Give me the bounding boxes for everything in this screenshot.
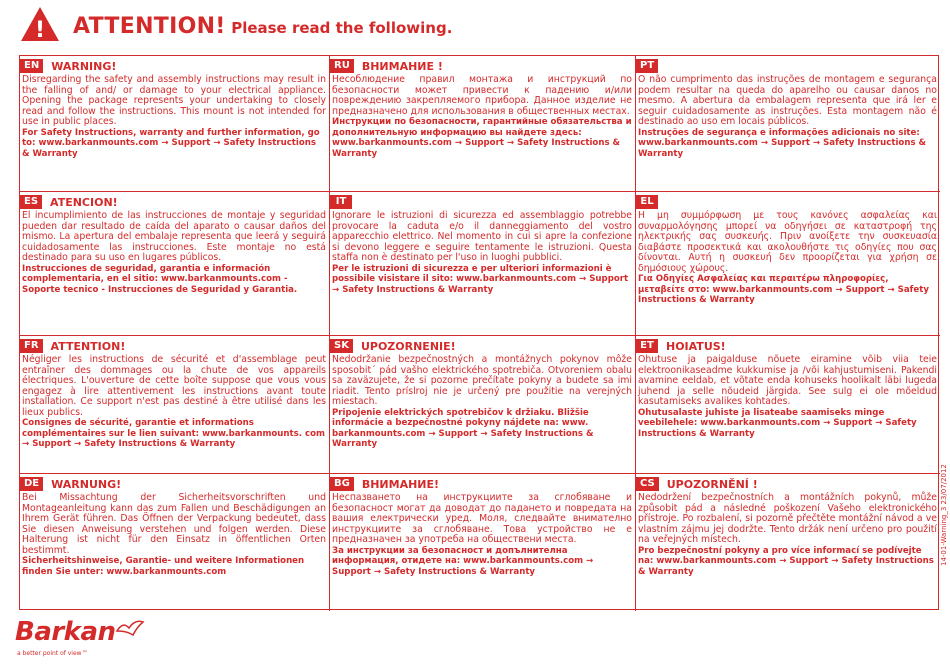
section-header	[20, 338, 329, 354]
warning-section-en	[20, 56, 330, 192]
section-info: Per le istruzioni di sicurezza e per ulteriori informazioni è possibile visistare il sito: www.barkanmounts.com → Support → Safety Instructions & Warranty	[332, 263, 629, 295]
section-header	[20, 194, 329, 210]
section-body: Ignorare le istruzioni di sicurezza ed assemblaggio potrebbe provocare la caduta e/o il danneggiamento del vostro apparecchio elettrico. Nel momento in cui si apre la confezione si devono leggere e seguire tentamente le istruzioni. Questa staffa non è destinato per l'uso in luoghi pubblici.	[332, 210, 632, 263]
section-header	[20, 58, 329, 74]
warning-section-el	[636, 192, 940, 336]
section-header	[330, 194, 635, 210]
language-badge: EN	[20, 59, 43, 73]
section-title: HOIATUS!	[666, 339, 726, 353]
warning-section-es	[20, 192, 330, 336]
section-title: ВНИМАНИЕ!	[361, 477, 440, 491]
section-title: ВНИМАНИЕ !	[361, 59, 443, 73]
language-badge: PT	[636, 59, 658, 73]
section-body: El incumplimiento de las instrucciones de montaje y seguridad pueden dar resultado de caída del aparato o causar daños del mismo. La apertura del embalaje representa que leerá y seguirá cuidadosamente las instrucciones. Este montaje no está destinado para su uso en lugares públicos.	[22, 210, 326, 263]
section-body: Disregarding the safety and assembly instructions may result in the falling of and/ or damage to your electrical appliance. Opening the package represents your undertaking to closely read and follow the instructions. This mount is not intended for use in public places.	[22, 74, 326, 127]
warning-section-de	[20, 474, 330, 611]
language-badge: DE	[20, 477, 43, 491]
section-body: Nedodržanie bezpečnostných a montážnych pokynov môže sposobit´ pád vašho elektrického spotrebiča. Otvoreniem obalu sa zaväzujete, že si pozorne prečítate pokyny a budete sa imi riadit. Tento príslroj nie je určený pre použitie na verejných miestach.	[332, 354, 632, 407]
section-info: Instrucciones de seguridad, garantia e información complementaria, en el sitio: www.barkanmounts.com - Soporte tecnico - Instrucciones de Seguridad y Garantia.	[22, 263, 298, 295]
section-body: Η μη συμμόρφωση με τους κανόνες ασφαλείας και συναρμολόγησης μπορεί να οδηγήσει σε καταστροφή της ηλεκτρικής σας συσκευής. Πριν ανοίξετε την συσκευασία διαβάστε προσεκτικά και ακολουθήστε τις οδηγίες που σας δίνονται. Αυτή η συσκευή δεν προορίζεται για χρήση σε δημόσιους χώρους.	[638, 210, 937, 274]
logo-tagline: a better point of view™	[17, 650, 88, 657]
section-info: За инструкции за безопасност и допълнителна информация, отидете на: www.barkanmounts.com → Support → Safety Instructions & Warranty	[332, 545, 594, 577]
warning-section-pt	[636, 56, 940, 192]
barkan-logo	[15, 617, 116, 657]
section-body: O não cumprimento das instruções de montagem e segurança podem resultar na queda do aparelho ou causar danos no mesmo. A abertura da embalagem representa que irá ler e seguir cuidadosamente as instruções. Esta montagem não é destinado ao uso em locais públicos.	[638, 74, 937, 127]
section-info: Για Οδηγίες Ασφαλείας και περαιτέρω πληροφορίες, μεταβείτε στο: www.barkanmounts.com → Support → Safety Instructions & Warranty	[638, 274, 929, 305]
warning-section-sk	[330, 336, 636, 474]
section-title: ATTENTION!	[50, 339, 126, 353]
section-header	[636, 338, 940, 354]
section-body: Ohutuse ja paigalduse nõuete eiramine võib viia teie elektroonikaseadme kukkumise ja /või kahjustumiseni. Pakendi avamine eeldab, et võtate enda kohuseks hoolikalt läbi lugeda juhend ja selle nõudeid järgida. See sulg ei ole mõeldud kasutamiseks avalikes kohtades.	[638, 354, 937, 407]
section-body: Nedodržení bezpečnostních a montážních pokynů, může způsobit pád a následné poškození Vašeho elektronického přístroje. Po rozbalení, si pozorně přečtěte montážní návod a ve vlastním zájmu jej dodržte. Tento držák není určeno pro použití na veřejných místech.	[638, 492, 937, 545]
logo-wordmark: Barkan	[15, 617, 116, 647]
section-body: Négliger les instructions de sécurité et d'assemblage peut entraîner des dommages ou la chute de vos appareils électriques. L'ouverture de cette boîte suppose que vous vous engagez à lire attentivement les instructions avant toute installation. Ce support n'est pas destiné à être utilisé dans les lieux publics.	[22, 354, 326, 418]
warning-section-it	[330, 192, 636, 336]
language-badge: CS	[636, 477, 659, 491]
language-badge: RU	[330, 59, 354, 73]
section-title: WARNUNG!	[51, 477, 122, 491]
warning-section-ru	[330, 56, 636, 192]
page-header	[20, 6, 920, 46]
section-info: Pro bezpečnostní pokyny a pro více informací se podívejte na: www.barkanmounts.com → Support → Safety Instructions & Warranty	[638, 545, 934, 577]
language-badge: IT	[330, 195, 352, 209]
warning-section-cs	[636, 474, 940, 611]
section-header	[20, 476, 329, 492]
section-info: Consignes de sécurité, garantie et informations complémentaires sur le lien suivant: www.barkanmounts. com → Support → Safety Instructions & Warranty	[22, 418, 325, 449]
warnings-grid	[19, 55, 939, 610]
svg-text:!: !	[34, 18, 46, 42]
language-badge: BG	[330, 477, 354, 491]
section-info: Instruções de segurança e informações adicionais no site: www.barkanmounts.com → Support → Safety Instructions & Warranty	[638, 127, 927, 159]
section-header	[330, 338, 635, 354]
language-badge: FR	[20, 339, 43, 353]
warning-section-et	[636, 336, 940, 474]
section-info: Инструкции по безопасности, гарантийные обязательства и дополнительную информацию вы найдете здесь: www.barkanmounts.com → Support → Safety Instructions & Warranty	[332, 117, 632, 159]
section-body: Несоблюдение правил монтажа и инструкций по безопасности может привести к падению и/или повреждению закрепляемого прибора. Данное изделие не предназначено для использования в общественных местах.	[332, 74, 632, 117]
attention-heading: ATTENTION!	[73, 14, 226, 39]
section-info: For Safety Instructions, warranty and further information, go to: www.barkanmounts.com → Support → Safety Instructions & Warranty	[22, 127, 320, 159]
section-header	[636, 58, 940, 74]
section-info: Ohutusalaste juhiste ja lisateabe saamiseks minge veebilehele: www.barkanmounts.com → Support → Safety Instructions & Warranty	[638, 407, 917, 439]
document-code: 14-01-Warning_3 23/07/2012	[940, 464, 948, 566]
attention-subtext: Please read the following.	[231, 19, 453, 37]
section-title: WARNING!	[51, 59, 117, 73]
section-title: UPOZORNENIE!	[360, 339, 456, 353]
warning-section-bg	[330, 474, 636, 611]
bird-logo-icon	[115, 619, 145, 639]
language-badge: EL	[636, 195, 658, 209]
language-badge: ET	[636, 339, 658, 353]
section-info: Pripojenie elektrických spotrebičov k držiaku. Bližšie informácie a bezpečnostné pokyny nájdete na: www. barkanmounts.com → Support → Safety Instructions & Warranty	[332, 407, 594, 449]
header-title	[73, 14, 452, 39]
section-header	[330, 58, 635, 74]
language-badge: SK	[330, 339, 353, 353]
section-info: Sicherheitshinweise, Garantie- und weitere Informationen finden Sie unter: www.barkanmounts.com	[22, 556, 305, 577]
section-title: UPOZORNĚNÍ !	[666, 477, 758, 491]
section-header	[636, 194, 940, 210]
section-header	[636, 476, 940, 492]
section-body: Bei Missachtung der Sicherheitsvorschriften und Montageanleitung kann das zum Fallen und Beschädigungen an Ihrem Gerät führen. Das Öffnen der Verpackung bedeutet, dass Sie diesen Anweisung verstehen und folgen werden. Diese Halterung ist nicht für den Einsatz in öffentlichen Orten bestimmt.	[22, 492, 326, 556]
section-header	[330, 476, 635, 492]
language-badge: ES	[20, 195, 42, 209]
section-body: Неспазването на инструкциите за сглобяване и безопасност могат да доводат до падането и повредата на вашия електрически уред. Моля, следвайте внимателно инструкциите за сглобяване. Това устройство не е предназначен за употреба на обществени места.	[332, 492, 632, 545]
section-title: ATENCION!	[50, 195, 118, 209]
warning-section-fr	[20, 336, 330, 474]
warning-triangle-icon	[20, 6, 60, 42]
